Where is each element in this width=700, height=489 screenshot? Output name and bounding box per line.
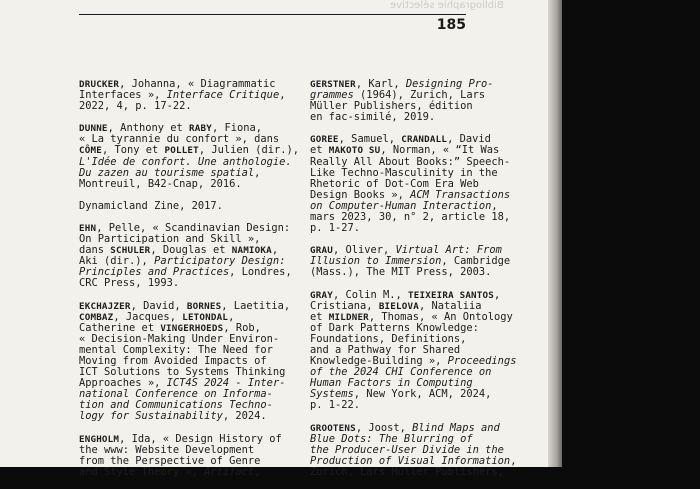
- entry-line: [310, 467, 535, 478]
- entry-text: , Joost,: [355, 421, 413, 434]
- entry-text: Moving from Avoided Impacts of: [79, 354, 267, 367]
- entry-text: mars 2023, 30, n° 2, article 18,: [310, 211, 511, 224]
- bleed-through-header: Bibliographie sélective: [390, 0, 504, 11]
- right-column: [310, 79, 535, 489]
- author-name: POLLET: [164, 145, 199, 157]
- work-title: Interface Critique: [166, 89, 280, 102]
- entry-text: , Tony et: [101, 144, 165, 157]
- entry-text: , Laetitia,: [221, 299, 291, 312]
- entry-text: , Norman, « “It Was: [380, 144, 500, 157]
- entry-line: [79, 179, 304, 190]
- entry-text: , Londres,: [229, 266, 292, 279]
- entry-line: [310, 223, 535, 234]
- entry-text: et: [310, 144, 329, 157]
- work-title: Virtual Art: From: [395, 244, 502, 257]
- work-title: Blind Maps and: [412, 421, 500, 434]
- entry-text: Like Techno-Masculinity in the: [310, 166, 498, 179]
- header-rule: [79, 14, 466, 15]
- entry-text: Zurich, Lars Müller Publishers,: [310, 465, 504, 478]
- entry-text: ,: [228, 310, 235, 323]
- entry-text: mental Complexity: The Need for: [79, 343, 273, 356]
- bibliography-entry: [79, 301, 304, 423]
- entry-text: ,: [254, 166, 261, 179]
- entry-text: et: [310, 310, 329, 323]
- work-title: Human Factors in Computing: [310, 377, 473, 390]
- entry-text: ,: [491, 199, 498, 212]
- work-title: logy for Sustainability: [79, 410, 223, 423]
- author-name: GROOTENS: [310, 422, 356, 434]
- author-name: ENGHOLM: [79, 433, 120, 445]
- author-name: MAKOTO SU: [328, 145, 381, 157]
- entry-text: Approaches »,: [79, 377, 167, 390]
- entry-text: en fac-similé, 2019.: [310, 111, 436, 124]
- entry-text: dans: [79, 244, 111, 257]
- entry-text: , David: [447, 133, 491, 146]
- entry-text: , Johanna, « Diagrammatic: [119, 78, 276, 90]
- author-name: GERSTNER: [310, 79, 356, 90]
- work-title: grammes: [310, 89, 354, 102]
- entry-text: , David,: [130, 299, 187, 312]
- work-title: Designing Pro-: [405, 78, 494, 90]
- author-name: VINGERHOEDS: [160, 322, 224, 334]
- author-name: EKCHAJZER: [79, 300, 131, 312]
- entry-text: , Jacques,: [113, 310, 183, 323]
- entry-text: p. 1-27.: [310, 222, 361, 235]
- entry-text: Really All About Books:” Speech-: [310, 155, 511, 168]
- bibliography-entry: [79, 223, 304, 290]
- entry-line: [310, 400, 535, 411]
- entry-line: [79, 467, 304, 478]
- work-title: Blue Dots: The Blurring of: [310, 432, 473, 445]
- bibliography-entry: [310, 134, 535, 234]
- entry-text: Rhetoric of Dot-Com Era Web: [310, 177, 479, 190]
- entry-text: « La tyrannie du confort », dans: [79, 133, 280, 146]
- author-name: GRAU: [310, 245, 333, 257]
- author-name: NAMIOKA: [231, 245, 272, 257]
- entry-text: 2022, 4, p. 17-22.: [79, 100, 192, 113]
- work-title: on Computer-Human Interaction: [310, 199, 492, 212]
- entry-line: [310, 267, 535, 278]
- entry-text: CRC Press, 1993.: [79, 277, 180, 290]
- entry-text: , Oliver,: [332, 244, 396, 257]
- author-name: TEIXEIRA SANTOS: [408, 289, 494, 301]
- entry-text: Knowledge-Building »,: [310, 355, 448, 368]
- entry-text: , Samuel,: [338, 133, 402, 146]
- author-name: DRUCKER: [79, 79, 120, 90]
- entry-text: Aki (dir.),: [79, 255, 155, 268]
- entry-text: ,: [510, 454, 517, 467]
- work-title: ACM Transactions: [410, 188, 511, 201]
- bibliography-entry: [310, 79, 535, 123]
- entry-text: , Thomas, « An Ontology: [368, 310, 513, 323]
- entry-line: [79, 411, 304, 422]
- entry-text: « Decision-Making Under Environ-: [79, 332, 280, 345]
- entry-line: [310, 112, 535, 123]
- author-name: SCHULER: [110, 245, 151, 257]
- entry-text: Catherine et: [79, 321, 161, 334]
- work-title: Artifact: [204, 465, 255, 478]
- bibliography-entry: [310, 290, 535, 412]
- entry-text: , Colin M.,: [332, 288, 409, 301]
- page-number: 185: [436, 17, 466, 33]
- work-title: L'Idée de confort. Une anthologie.: [79, 155, 292, 168]
- entry-line: [79, 201, 304, 212]
- bibliography-entry: [310, 245, 535, 278]
- entry-text: Design Books »,: [310, 188, 411, 201]
- work-title: the Producer-User Divide in the: [310, 443, 504, 456]
- author-name: BIELOVA: [378, 300, 419, 312]
- work-title: Du zazen au tourisme spatial: [79, 166, 255, 179]
- author-name: CRANDALL: [401, 134, 448, 146]
- entry-text: , 2024.: [222, 410, 267, 423]
- work-title: Illusion to Immersion: [310, 255, 442, 268]
- page-edge: [548, 0, 562, 467]
- entry-text: Dynamicland Zine, 2017.: [79, 199, 223, 212]
- work-title: Participatory Design:: [154, 255, 286, 268]
- bibliography-entry: [79, 434, 304, 478]
- entry-text: , Rob,: [223, 321, 261, 334]
- bibliography-entry: [79, 123, 304, 190]
- entry-text: Foundations, Definitions,: [310, 332, 467, 345]
- entry-text: Montreuil, B42-Cnap, 2016.: [79, 177, 242, 190]
- bibliography-entry: [310, 423, 535, 478]
- bibliography-entry: [79, 79, 304, 112]
- author-name: COMBAZ: [79, 311, 114, 323]
- work-title: Systems: [310, 388, 354, 401]
- work-title: national Conference on Informa-: [79, 388, 273, 401]
- entry-text: (Mass.), The MIT Press, 2003.: [310, 266, 492, 279]
- entry-text: , Julien (dir.),: [198, 144, 299, 157]
- entry-text: Interfaces »,: [79, 89, 167, 102]
- entry-text: Cristiana,: [310, 299, 379, 312]
- author-name: LETONDAL: [182, 311, 229, 323]
- entry-text: the www: Website Development: [79, 443, 255, 456]
- entry-text: of Dark Patterns Knowledge:: [310, 321, 479, 334]
- entry-text: p. 1-22.: [310, 399, 361, 412]
- entry-text: from the Perspective of Genre: [79, 454, 261, 467]
- left-column: [79, 79, 304, 489]
- entry-text: , Karl,: [355, 78, 406, 90]
- entry-text: ,: [494, 288, 501, 301]
- entry-text: (1964), Zurich, Lars: [353, 89, 486, 102]
- author-name: GOREE: [310, 134, 339, 146]
- author-name: DUNNE: [79, 123, 108, 135]
- work-title: Production of Visual Information: [310, 454, 511, 467]
- entry-line: [79, 278, 304, 289]
- entry-text: On Participation and Skill »,: [79, 233, 261, 246]
- entry-line: [79, 101, 304, 112]
- entry-text: , Nataliia: [418, 299, 482, 312]
- author-name: BORNES: [186, 300, 222, 312]
- work-title: tion and Communications Techno-: [79, 399, 273, 412]
- entry-text: , Ida, « Design History of: [119, 432, 282, 445]
- entry-text: , Pelle, « Scandinavian Design:: [96, 221, 291, 234]
- work-title: of the 2024 CHI Conference on: [310, 366, 492, 379]
- entry-text: ,: [271, 244, 279, 257]
- author-name: EHN: [79, 222, 97, 234]
- entry-text: , New York, ACM, 2024,: [353, 388, 492, 401]
- entry-text: ,: [279, 89, 286, 102]
- work-title: Proceedings: [447, 355, 517, 368]
- work-title: ICT4S 2024 - Inter-: [166, 377, 286, 390]
- entry-text: , Douglas et: [150, 244, 232, 257]
- author-name: GRAY: [310, 289, 333, 301]
- bibliography-entry: [79, 201, 304, 212]
- entry-text: and Style Theory »,: [79, 465, 205, 478]
- entry-text: and a Pathway for Shared: [310, 343, 461, 356]
- entry-text: Müller Publishers, édition: [310, 100, 473, 113]
- entry-text: , Anthony et: [107, 122, 189, 135]
- author-name: CÔME: [79, 145, 102, 157]
- entry-text: ,: [254, 465, 261, 478]
- entry-text: ICT Solutions to Systems Thinking: [79, 366, 286, 379]
- work-title: Principles and Practices: [79, 266, 230, 279]
- author-name: MILDNER: [328, 311, 369, 323]
- entry-text: , Fiona,: [211, 122, 262, 135]
- author-name: RABY: [189, 123, 212, 135]
- entry-text: , Cambridge: [441, 255, 511, 268]
